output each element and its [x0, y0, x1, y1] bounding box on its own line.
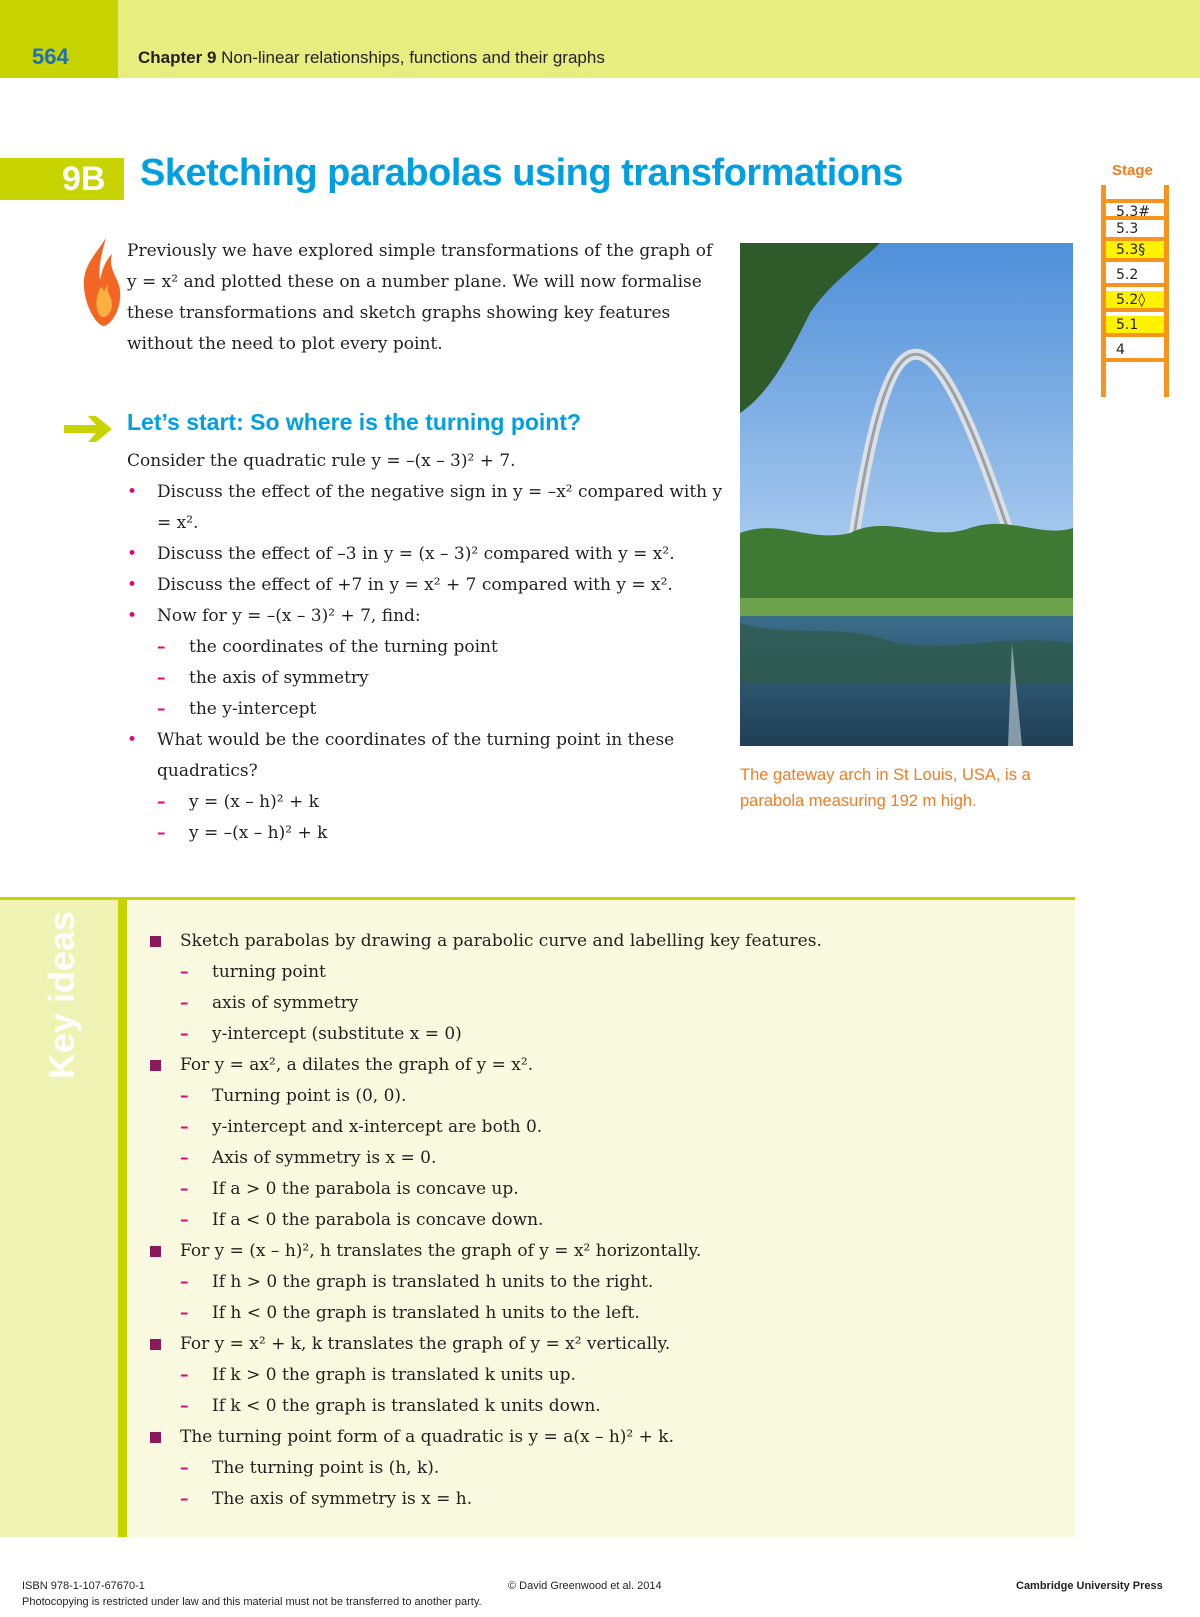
dash-icon: –: [180, 1179, 189, 1199]
intro-paragraph: [127, 236, 717, 360]
key-idea-sub: [150, 1019, 1050, 1050]
key-idea: [150, 1050, 1050, 1081]
key-idea-text: The turning point is (h, k).: [212, 1458, 440, 1478]
list-item-text: the coordinates of the turning point: [189, 637, 498, 657]
list-item-text: y = (x – h)² + k: [189, 792, 319, 812]
list-item: [127, 539, 727, 570]
list-item-text: the axis of symmetry: [189, 668, 369, 688]
key-idea-text: y-intercept and x-intercept are both 0.: [212, 1117, 543, 1137]
key-idea-text: If a > 0 the parabola is concave up.: [212, 1179, 519, 1199]
key-idea-text: axis of symmetry: [212, 993, 359, 1013]
footer-copyright: © David Greenwood et al. 2014: [508, 1580, 662, 1592]
dash-icon: –: [157, 792, 166, 812]
list-item-text: y = –(x – h)² + k: [189, 823, 328, 843]
stage-label: Stage: [1112, 162, 1153, 179]
key-idea-text: Turning point is (0, 0).: [212, 1086, 407, 1106]
key-idea-text: If k < 0 the graph is translated k units down.: [212, 1396, 601, 1416]
list-item-text: Now for y = –(x – 3)² + 7, find:: [157, 606, 421, 626]
chapter-title: Non-linear relationships, functions and their graphs: [221, 48, 605, 67]
key-idea-text: turning point: [212, 962, 326, 982]
key-idea-text: For y = x² + k, k translates the graph of y = x² vertically.: [180, 1334, 671, 1354]
sub-list-item: [127, 818, 727, 849]
intro-text: Previously we have explored simple transformations of the graph of y = x² and plotted these on a number plane. We will now formalise these transformations and sketch graphs showing key features without the need to plot every point.: [127, 241, 713, 354]
list-item: [127, 477, 727, 539]
stage-level: 5.1: [1106, 316, 1164, 337]
key-idea: [150, 1329, 1050, 1360]
dash-icon: –: [180, 962, 189, 982]
key-idea-sub: [150, 1174, 1050, 1205]
gateway-arch-photo: [740, 243, 1073, 746]
key-idea-sub: [150, 1112, 1050, 1143]
dash-icon: –: [180, 1396, 189, 1416]
square-bullet-icon: [150, 936, 161, 947]
chapter-label: Chapter 9: [138, 48, 217, 67]
key-idea-text: y-intercept (substitute x = 0): [212, 1024, 462, 1044]
flame-icon: [78, 236, 124, 328]
stage-level: 5.2◊: [1106, 291, 1164, 312]
key-idea-text: If h < 0 the graph is translated h units to the left.: [212, 1303, 640, 1323]
key-ideas-label: Key ideas: [41, 910, 82, 1080]
key-idea: [150, 1236, 1050, 1267]
stage-level: 5.3: [1106, 220, 1164, 241]
footer-notice: Photocopying is restricted under law and this material must not be transferred to another party.: [22, 1596, 482, 1608]
dash-icon: –: [180, 1210, 189, 1230]
key-idea: [150, 926, 1050, 957]
sub-list-item: [127, 787, 727, 818]
dash-icon: –: [157, 823, 166, 843]
key-idea-sub: [150, 1267, 1050, 1298]
lets-start-lead: Consider the quadratic rule y = –(x – 3)² + 7.: [127, 451, 516, 471]
stage-level: 4: [1106, 341, 1164, 362]
dash-icon: –: [180, 1365, 189, 1385]
key-idea-text: If h > 0 the graph is translated h units to the right.: [212, 1272, 654, 1292]
dash-icon: –: [180, 1489, 189, 1509]
key-idea: [150, 1422, 1050, 1453]
list-item-text: Discuss the effect of +7 in y = x² + 7 compared with y = x².: [157, 575, 673, 595]
key-idea-sub: [150, 1205, 1050, 1236]
chapter-heading: [138, 48, 605, 68]
section-title: Sketching parabolas using transformations: [140, 152, 903, 194]
stage-ladder: [1101, 185, 1169, 397]
arrow-right-icon: [62, 412, 118, 446]
bullet-icon: •: [127, 482, 138, 502]
list-item-text: the y-intercept: [189, 699, 317, 719]
square-bullet-icon: [150, 1246, 161, 1257]
stage-level: 5.3#: [1106, 199, 1164, 220]
dash-icon: –: [180, 993, 189, 1013]
key-idea-text: The turning point form of a quadratic is y = a(x – h)² + k.: [180, 1427, 675, 1447]
key-ideas-list: [150, 926, 1050, 1515]
key-idea-sub: [150, 1298, 1050, 1329]
stage-level: 5.2: [1106, 266, 1164, 287]
key-idea-text: Sketch parabolas by drawing a parabolic curve and labelling key features.: [180, 931, 822, 951]
list-item: [127, 601, 727, 632]
list-item: [127, 570, 727, 601]
key-idea-sub: [150, 1484, 1050, 1515]
key-idea-text: If a < 0 the parabola is concave down.: [212, 1210, 544, 1230]
key-idea-sub: [150, 1081, 1050, 1112]
bullet-icon: •: [127, 606, 138, 626]
key-idea-sub: [150, 1143, 1050, 1174]
list-item-text: Discuss the effect of the negative sign in y = –x² compared with y = x².: [157, 482, 723, 533]
key-idea-text: If k > 0 the graph is translated k units up.: [212, 1365, 576, 1385]
key-idea-sub: [150, 1391, 1050, 1422]
lets-start-title: Let’s start: So where is the turning point?: [127, 409, 582, 435]
photo-caption: The gateway arch in St Louis, USA, is a parabola measuring 192 m high.: [740, 766, 1031, 810]
sub-list-item: [127, 663, 727, 694]
dash-icon: –: [180, 1117, 189, 1137]
dash-icon: –: [180, 1148, 189, 1168]
footer-publisher: Cambridge University Press: [1016, 1580, 1163, 1592]
bullet-icon: •: [127, 544, 138, 564]
dash-icon: –: [180, 1086, 189, 1106]
list-item-text: What would be the coordinates of the turning point in these quadratics?: [157, 730, 675, 781]
dash-icon: –: [180, 1024, 189, 1044]
key-idea-text: The axis of symmetry is x = h.: [212, 1489, 473, 1509]
square-bullet-icon: [150, 1432, 161, 1443]
list-item: [127, 725, 727, 787]
key-idea-text: For y = ax², a dilates the graph of y = x².: [180, 1055, 534, 1075]
key-idea-text: Axis of symmetry is x = 0.: [212, 1148, 437, 1168]
square-bullet-icon: [150, 1339, 161, 1350]
key-idea-sub: [150, 988, 1050, 1019]
dash-icon: –: [157, 637, 166, 657]
sub-list-item: [127, 694, 727, 725]
key-idea-sub: [150, 1360, 1050, 1391]
dash-icon: –: [180, 1272, 189, 1292]
stage-level: 5.3§: [1106, 241, 1164, 262]
list-item-text: Discuss the effect of –3 in y = (x – 3)² compared with y = x².: [157, 544, 675, 564]
ladder-rail-right: [1164, 185, 1169, 397]
key-idea-sub: [150, 957, 1050, 988]
dash-icon: –: [157, 699, 166, 719]
dash-icon: –: [157, 668, 166, 688]
square-bullet-icon: [150, 1060, 161, 1071]
key-idea-text: For y = (x – h)², h translates the graph of y = x² horizontally.: [180, 1241, 702, 1261]
key-ideas-strip: [118, 897, 127, 1537]
section-number: 9B: [62, 160, 106, 198]
sub-list-item: [127, 632, 727, 663]
lets-start-body: [127, 446, 727, 849]
page-number: 564: [32, 44, 69, 69]
key-idea-sub: [150, 1453, 1050, 1484]
footer-isbn: ISBN 978-1-107-67670-1: [22, 1580, 145, 1592]
dash-icon: –: [180, 1458, 189, 1478]
dash-icon: –: [180, 1303, 189, 1323]
bullet-icon: •: [127, 575, 138, 595]
bullet-icon: •: [127, 730, 138, 750]
key-ideas-divider: [0, 897, 1075, 900]
